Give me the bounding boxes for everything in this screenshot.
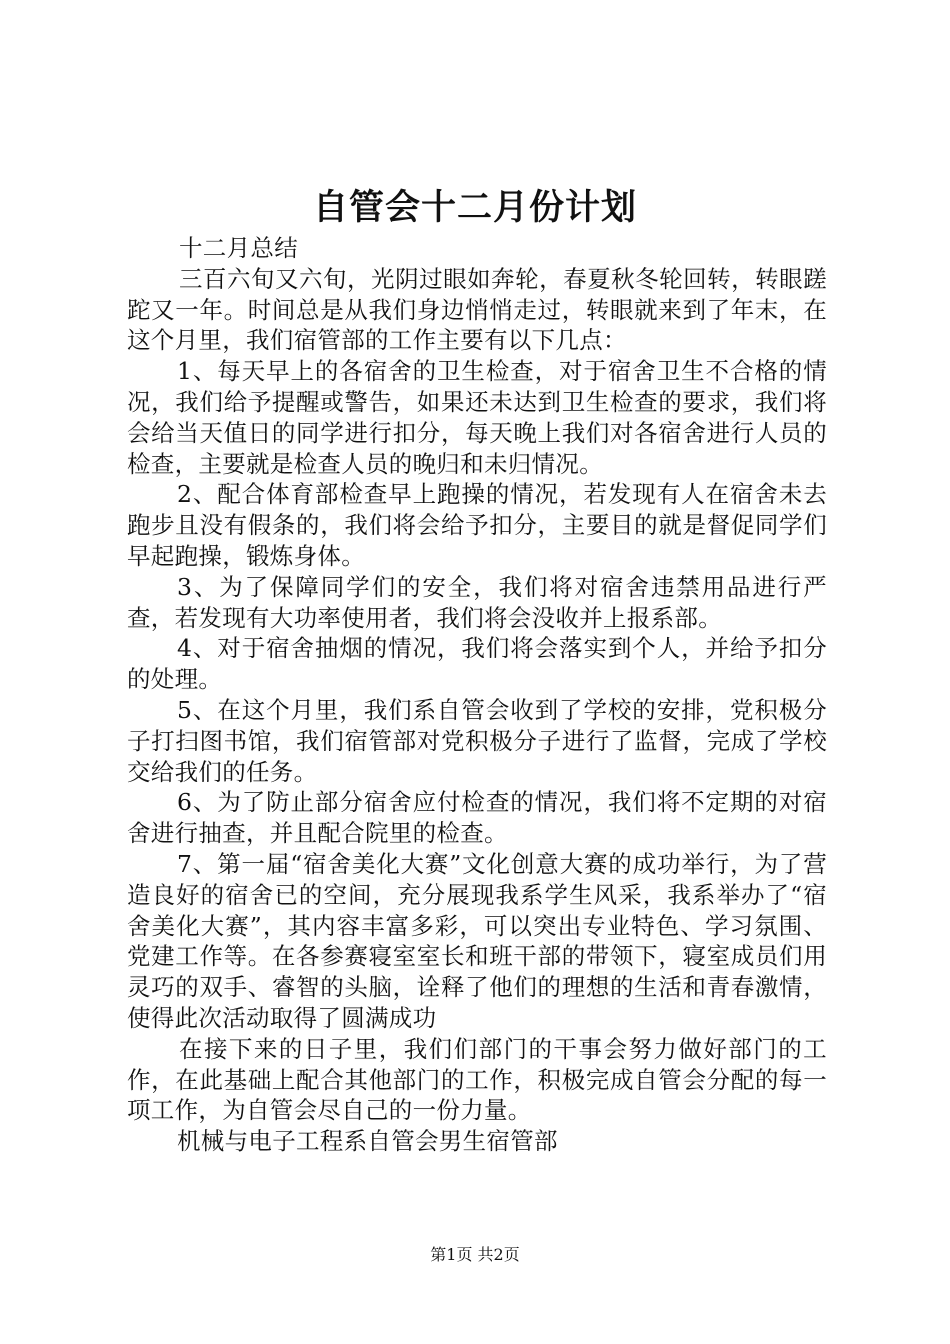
paragraph-item-6: 6、为了防止部分宿舍应付检查的情况，我们将不定期的对宿舍进行抽查，并且配合院里的检查。	[127, 788, 827, 848]
paragraph-item-2: 2、配合体育部检查早上跑操的情况，若发现有人在宿舍未去跑步且没有假条的，我们将会给予扣分，主要目的就是督促同学们早起跑操，锻炼身体。	[127, 480, 827, 570]
page-number-footer: 第1页 共2页	[430, 1245, 520, 1264]
paragraph-item-3: 3、为了保障同学们的安全，我们将对宿舍违禁用品进行严查，若发现有大功率使用者，我们将会没收并上报系部。	[127, 572, 827, 632]
document-body	[127, 233, 827, 1157]
signature-line: 机械与电子工程系自管会男生宿管部	[177, 1127, 558, 1156]
paragraph-item-5: 5、在这个月里，我们系自管会收到了学校的安排，党积极分子打扫图书馆，我们宿管部对党积极分子进行了监督，完成了学校交给我们的任务。	[127, 695, 827, 786]
paragraph-item-7: 7、第一届“宿舍美化大赛”文化创意大赛的成功举行，为了营造良好的宿舍已的空间，充分展现我系学生风采，我系举办了“宿舍美化大赛”，其内容丰富多彩，可以突出专业特色、学习氛围、党建工作等。在各参赛寝室室长和班干部的带领下，寝室成员们用灵巧的双手、睿智的头脑，诠释了他们的理想的生活和青春激情，使得此次活动取得了圆满成功	[127, 849, 827, 1032]
paragraph-item-1: 1、每天早上的各宿舍的卫生检查，对于宿舍卫生不合格的情况，我们给予提醒或警告，如果还未达到卫生检查的要求，我们将会给当天值日的同学进行扣分，每天晚上我们对各宿舍进行人员的检查，主要就是检查人员的晚归和未归情况。	[127, 357, 827, 478]
paragraph-intro: 三百六旬又六旬，光阴过眼如奔轮，春夏秋冬轮回转，转眼蹉跎又一年。时间总是从我们身边悄悄走过，转眼就来到了年末，在这个月里，我们宿管部的工作主要有以下几点：	[127, 264, 827, 355]
section-heading: 十二月总结	[179, 234, 298, 262]
paragraph-closing: 在接下来的日子里，我们们部门的干事会努力做好部门的工作，在此基础上配合其他部门的工作，积极完成自管会分配的每一项工作，为自管会尽自己的一份力量。	[127, 1034, 827, 1125]
document-title: 自管会十二月份计划	[312, 188, 637, 228]
paragraph-item-4: 4、对于宿舍抽烟的情况，我们将会落实到个人，并给予扣分的处理。	[127, 634, 827, 694]
